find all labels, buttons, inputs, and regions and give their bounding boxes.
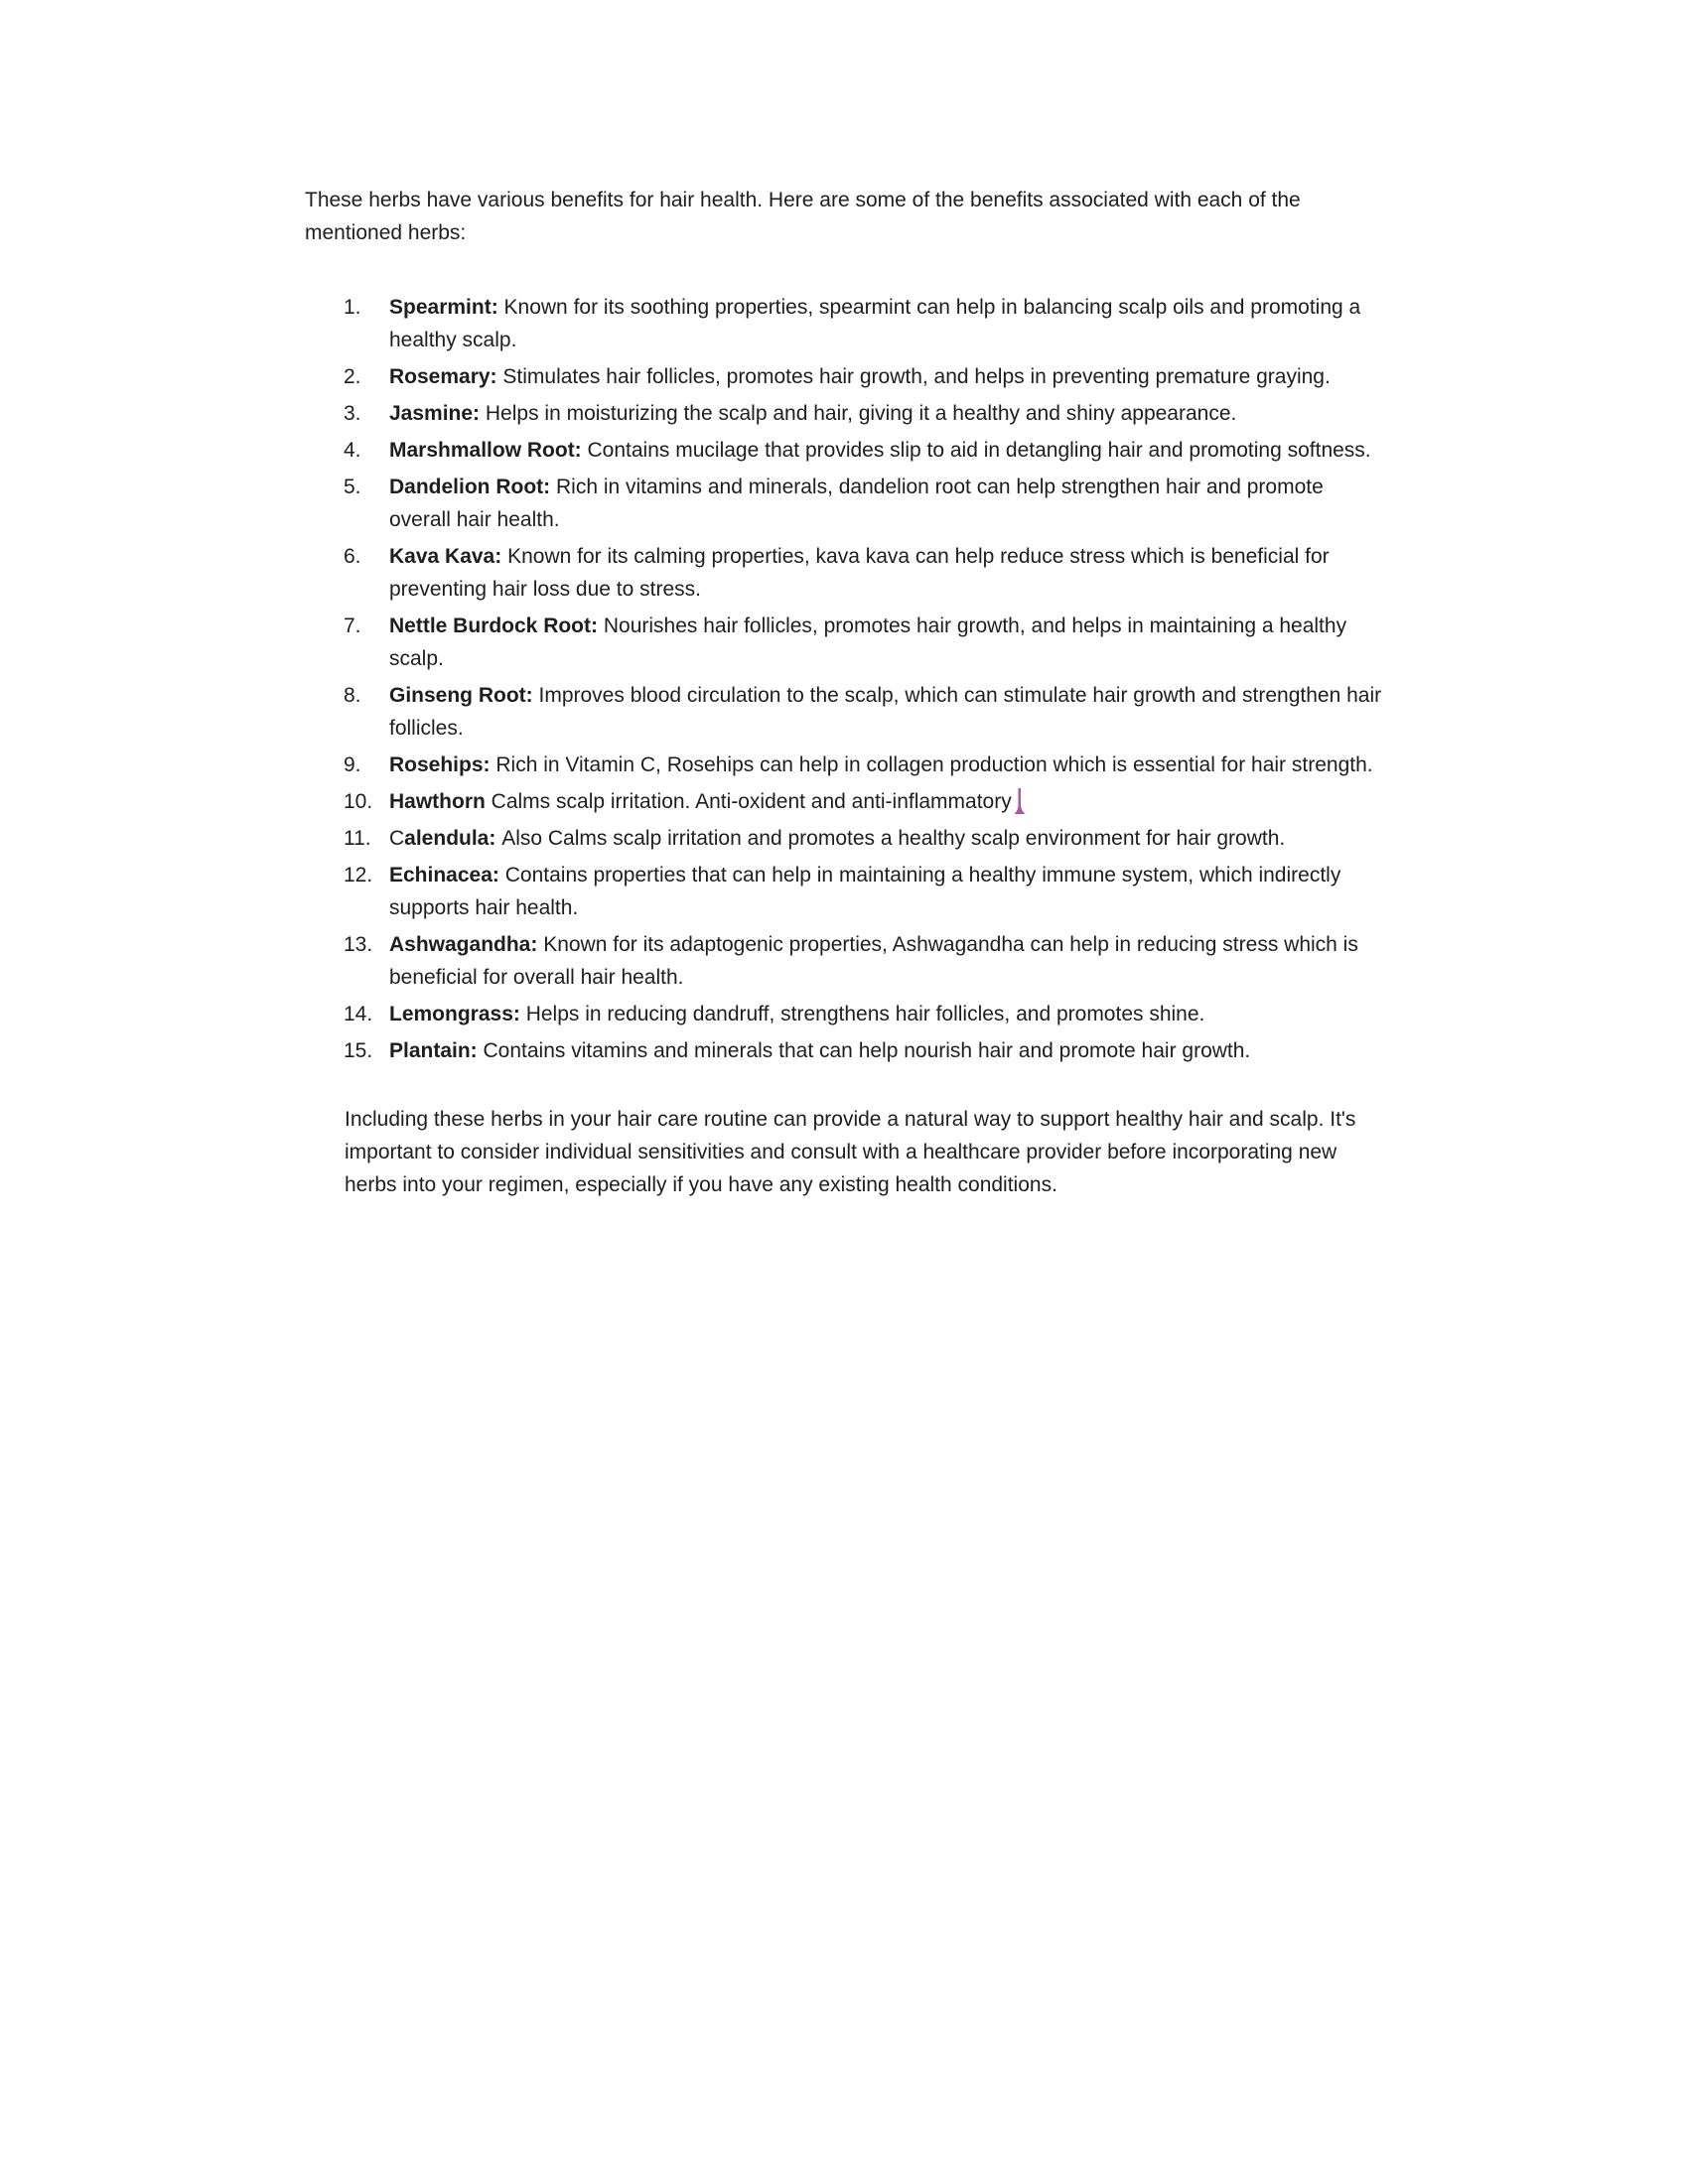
closing-paragraph: Including these herbs in your hair care routine can provide a natural way to support healthy hair and scalp. It's important to consider individual sensitivities and consult with a healthcare provider before incorporating new herbs into your regimen, especially if you have any existing health conditions.: [345, 1108, 1356, 1196]
herb-description: Improves blood circulation to the scalp, which can stimulate hair growth and strengthen hair follicles.: [389, 684, 1382, 740]
herb-label: Ginseng Root:: [389, 684, 539, 707]
list-item: [344, 749, 1382, 781]
document-content: [305, 184, 1387, 1201]
list-item: [344, 397, 1382, 430]
herb-label: Rosemary:: [389, 365, 503, 388]
list-item-text: [389, 291, 1382, 356]
list-item: [344, 291, 1382, 356]
herb-description: Known for its soothing properties, spearmint can help in balancing scalp oils and promoting a healthy scalp.: [389, 296, 1361, 351]
herb-description: Also Calms scalp irritation and promotes a healthy scalp environment for hair growth.: [501, 827, 1286, 850]
list-item: [344, 360, 1382, 393]
list-item-number: 1.: [344, 296, 361, 319]
list-item-text: [389, 859, 1382, 924]
list-item-number: 5.: [344, 476, 361, 498]
list-item-number: 10.: [344, 790, 373, 813]
herb-description: Stimulates hair follicles, promotes hair growth, and helps in preventing premature graying.: [502, 365, 1331, 388]
list-item: [344, 679, 1382, 745]
list-item-text: [389, 928, 1382, 994]
list-item-number: 15.: [344, 1039, 373, 1062]
intro-paragraph: These herbs have various benefits for hair health. Here are some of the benefits associated with each of the mentioned herbs:: [305, 189, 1301, 244]
herb-description: Contains properties that can help in maintaining a healthy immune system, which indirectly supports hair health.: [389, 864, 1341, 919]
herb-label: Rosehips:: [389, 753, 496, 776]
list-item: [344, 859, 1382, 924]
list-item: [344, 1034, 1382, 1067]
list-item: [344, 822, 1382, 855]
herb-description: Known for its adaptogenic properties, Ashwagandha can help in reducing stress which is beneficial for overall hair health.: [389, 933, 1358, 989]
list-item-number: 7.: [344, 614, 361, 637]
herb-label: Nettle Burdock Root:: [389, 614, 604, 637]
herb-description: Rich in vitamins and minerals, dandelion root can help strengthen hair and promote overall hair health.: [389, 476, 1324, 531]
herb-label: Kava Kava:: [389, 545, 508, 568]
list-item-number: 14.: [344, 1003, 373, 1025]
list-item-text: [389, 822, 1382, 855]
list-item-text: [389, 785, 1382, 818]
list-item-text: [389, 998, 1382, 1030]
list-item-text: [389, 540, 1382, 606]
herb-label: Hawthorn: [389, 790, 492, 813]
list-item: [344, 540, 1382, 606]
herb-description: Known for its calming properties, kava kava can help reduce stress which is beneficial for preventing hair loss due to stress.: [389, 545, 1330, 601]
list-item-number: 2.: [344, 365, 361, 388]
list-item-text: [389, 397, 1382, 430]
list-item-number: 4.: [344, 439, 361, 462]
list-item: [344, 928, 1382, 994]
list-item-text: [389, 434, 1382, 467]
herb-label: Echinacea:: [389, 864, 505, 887]
herb-description: Helps in moisturizing the scalp and hair, giving it a healthy and shiny appearance.: [485, 402, 1237, 425]
list-item-text: [389, 610, 1382, 675]
herb-description: Helps in reducing dandruff, strengthens hair follicles, and promotes shine.: [525, 1003, 1205, 1025]
list-item-text: [389, 471, 1382, 536]
herb-description: Contains mucilage that provides slip to aid in detangling hair and promoting softness.: [587, 439, 1371, 462]
list-item-text: [389, 1034, 1382, 1067]
herb-label: alendula:: [404, 827, 502, 850]
list-item-number: 12.: [344, 864, 373, 887]
list-item-number: 13.: [344, 933, 373, 956]
herb-label: Dandelion Root:: [389, 476, 556, 498]
herb-description: Nourishes hair follicles, promotes hair growth, and helps in maintaining a healthy scalp.: [389, 614, 1347, 670]
herb-label: Spearmint:: [389, 296, 504, 319]
herb-label: Lemongrass:: [389, 1003, 526, 1025]
list-item: [344, 471, 1382, 536]
herb-list: [344, 291, 1382, 1067]
list-item: [344, 610, 1382, 675]
list-item-number: 11.: [344, 827, 371, 850]
list-item-number: 8.: [344, 684, 361, 707]
list-item-number: 9.: [344, 753, 361, 776]
list-item-text: [389, 360, 1382, 393]
list-item: [344, 998, 1382, 1030]
list-item-text: [389, 679, 1382, 745]
herb-description: Rich in Vitamin C, Rosehips can help in collagen production which is essential for hair strength.: [495, 753, 1373, 776]
list-item: [344, 434, 1382, 467]
list-item-number: 3.: [344, 402, 361, 425]
herb-label: Ashwagandha:: [389, 933, 544, 956]
list-item-number: 6.: [344, 545, 361, 568]
herb-label: Marshmallow Root:: [389, 439, 588, 462]
collaborator-cursor-icon: [1013, 788, 1027, 815]
herb-description: Contains vitamins and minerals that can help nourish hair and promote hair growth.: [483, 1039, 1251, 1062]
herb-description: Calms scalp irritation. Anti-oxident and anti-inflammatory: [491, 790, 1012, 813]
herb-label: Jasmine:: [389, 402, 486, 425]
herb-label: Plantain:: [389, 1039, 484, 1062]
list-item: [344, 785, 1382, 818]
list-item-text: [389, 749, 1382, 781]
herb-label-prefix: C: [389, 827, 405, 850]
